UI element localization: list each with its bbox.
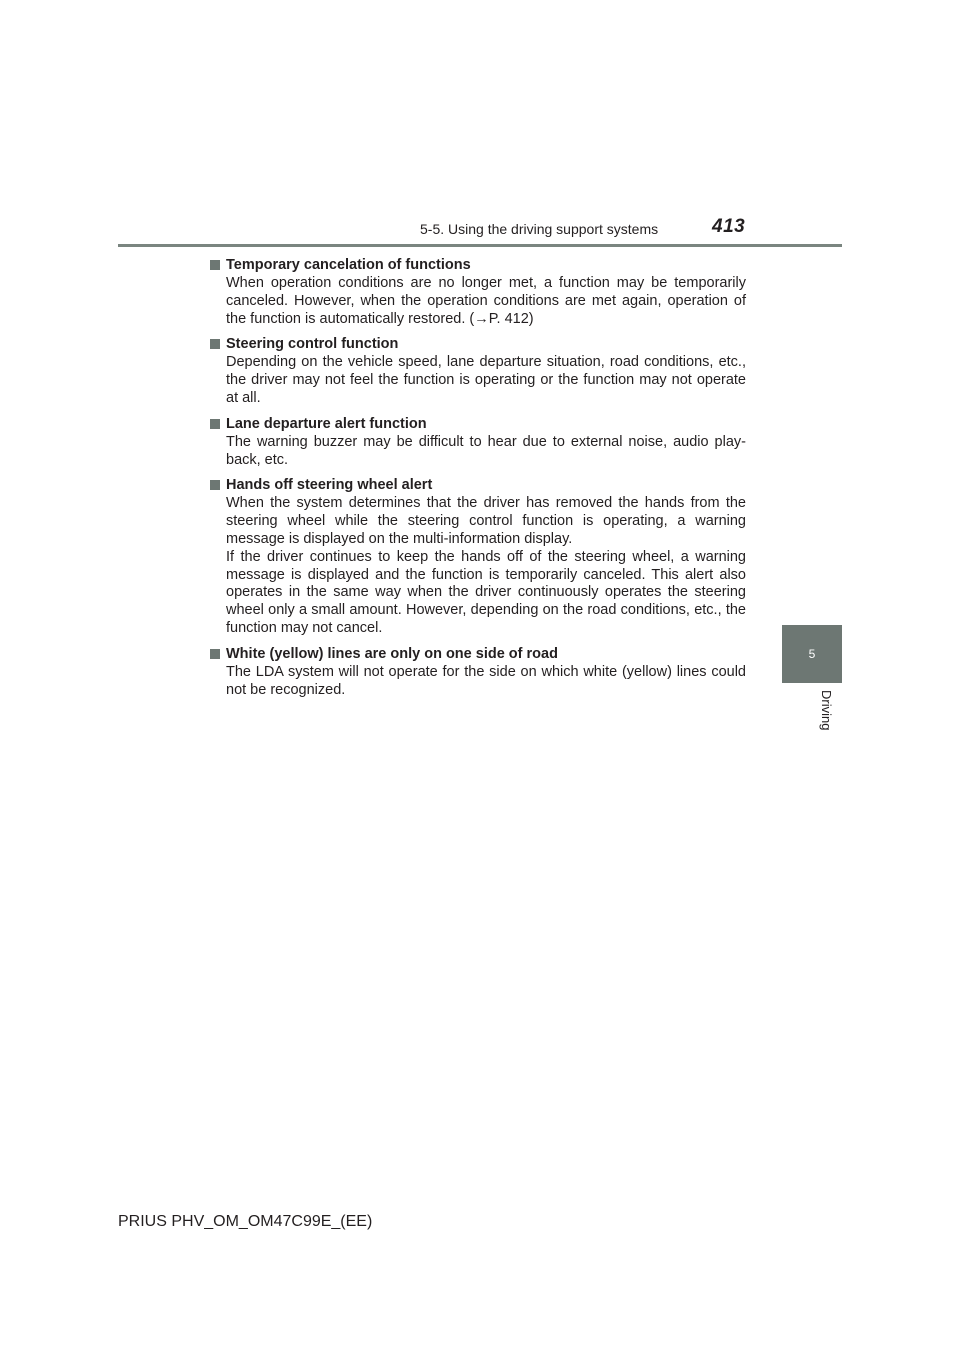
main-content (210, 255, 746, 705)
square-bullet-icon (210, 260, 220, 270)
paragraph: If the driver continues to keep the hands off of the steering wheel, a warning message is displayed and the function is temporarily canceled. This alert also operates in the same way when the driver continuously operates the steering wheel only a small amount. However, depending on the road conditions, etc., the function may not cancel. (226, 548, 746, 636)
section-heading (210, 334, 746, 354)
section-steering-control (210, 334, 746, 407)
chapter-label: Driving (819, 690, 834, 731)
page-number: 413 (712, 216, 746, 237)
section-body (210, 275, 746, 328)
square-bullet-icon (210, 339, 220, 349)
section-title: 5-5. Using the driving support systems (420, 221, 659, 237)
section-temporary-cancelation (210, 255, 746, 328)
document-code: PRIUS PHV_OM_OM47C99E_(EE) (118, 1213, 373, 1230)
paragraph: The warning buzzer may be difficult to hear due to external noise, audio play-back, etc. (226, 433, 746, 468)
header-divider (118, 244, 842, 247)
chapter-number: 5 (808, 647, 816, 661)
chapter-tab (782, 625, 842, 683)
section-heading (210, 255, 746, 275)
square-bullet-icon (210, 419, 220, 429)
paragraph: The LDA system will not operate for the side on which white (yellow) lines could not be recognized. (226, 663, 746, 698)
paragraph: When operation conditions are no longer met, a function may be temporarily canceled. However, when the operation conditions are met again, operation of the function is automatically restored. (→P. 412) (226, 275, 746, 327)
section-heading-text: Hands off steering wheel alert (226, 477, 433, 494)
section-heading (210, 414, 746, 434)
square-bullet-icon (210, 480, 220, 490)
paragraph: When the system determines that the driver has removed the hands from the steering wheel while the steering control function is operating, a warning message is displayed on the multi-information display. (226, 495, 746, 547)
section-heading (210, 475, 746, 495)
section-body (210, 354, 746, 407)
section-heading-text: Temporary cancelation of functions (226, 257, 471, 273)
section-one-side-lines (210, 644, 746, 700)
square-bullet-icon (210, 649, 220, 659)
section-heading-text: White (yellow) lines are only on one side of road (226, 645, 558, 662)
section-body (210, 434, 746, 470)
section-lane-departure-alert (210, 414, 746, 470)
section-heading-text: Lane departure alert function (226, 415, 427, 432)
section-heading-text: Steering control function (226, 336, 399, 353)
paragraph: Depending on the vehicle speed, lane departure situation, road conditions, etc., the driver may not feel the function is operating or the function may not operate at all. (226, 354, 746, 406)
section-hands-off-alert (210, 475, 746, 637)
section-heading (210, 644, 746, 664)
section-body (210, 664, 746, 700)
section-body (210, 495, 746, 637)
